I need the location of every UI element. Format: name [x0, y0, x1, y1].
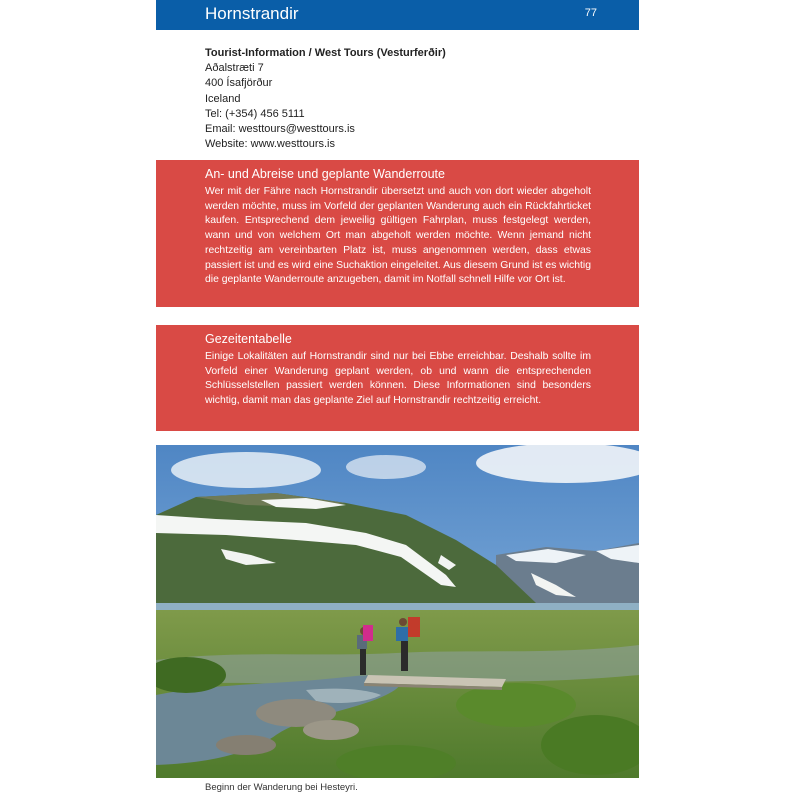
tide-table-text: Einige Lokalitäten auf Hornstrandir sind nur bei Ebbe erreichbar. Deshalb sollte im Vorfeld einer Wanderung geplant werden, ob und wann die entsprechenden Schlüsselstellen passiert werden können. Diese Informationen sind besonders wichtig, damit man das geplante Ziel auf Hornstrandir rechtzeitig erreicht.	[205, 351, 591, 407]
contact-website[interactable]: Website: www.westtours.is	[205, 138, 336, 151]
page-header	[156, 0, 639, 30]
page-number: 77	[584, 7, 597, 19]
tide-table-heading: Gezeitentabelle	[205, 332, 292, 346]
contact-street: Aðalstræti 7	[205, 62, 264, 75]
contact-country: Iceland	[205, 92, 241, 105]
travel-info-text: Wer mit der Fähre nach Hornstrandir übersetzt und auch von dort wieder abgeholt werden möchte, muss im Vorfeld der geplanten Wanderung auch ein Rückfahrticket kaufen. Entsprechend dem jeweilig gültigen Fahrplan, muss festgelegt werden, wann und von welchem Ort man abgeholt werden möchte. Wenn jemand nicht rechtzeitig am vereinbarten Platz ist, muss angenommen werden, dass etwas passiert ist und es wird eine Suchaktion eingeleitet. Aus diesem Grund ist es wichtig die geplante Wanderroute anzugeben, damit im Notfall schnell Hilfe vor Ort ist.	[205, 186, 591, 286]
contact-city: 400 Ísafjörður	[205, 77, 273, 90]
contact-block	[205, 46, 446, 152]
page-title: Hornstrandir	[205, 4, 299, 23]
photo-caption: Beginn der Wanderung bei Hesteyri.	[205, 782, 358, 793]
landscape-photo	[156, 445, 639, 778]
contact-organization: Tourist-Information / West Tours (Vesturferðir)	[205, 47, 446, 59]
travel-info-box	[156, 160, 639, 307]
contact-phone: Tel: (+354) 456 5111	[205, 107, 305, 120]
tide-table-box	[156, 325, 639, 431]
contact-email[interactable]: Email: westtours@westtours.is	[205, 123, 355, 136]
travel-info-heading: An- und Abreise und geplante Wanderroute	[205, 167, 445, 181]
